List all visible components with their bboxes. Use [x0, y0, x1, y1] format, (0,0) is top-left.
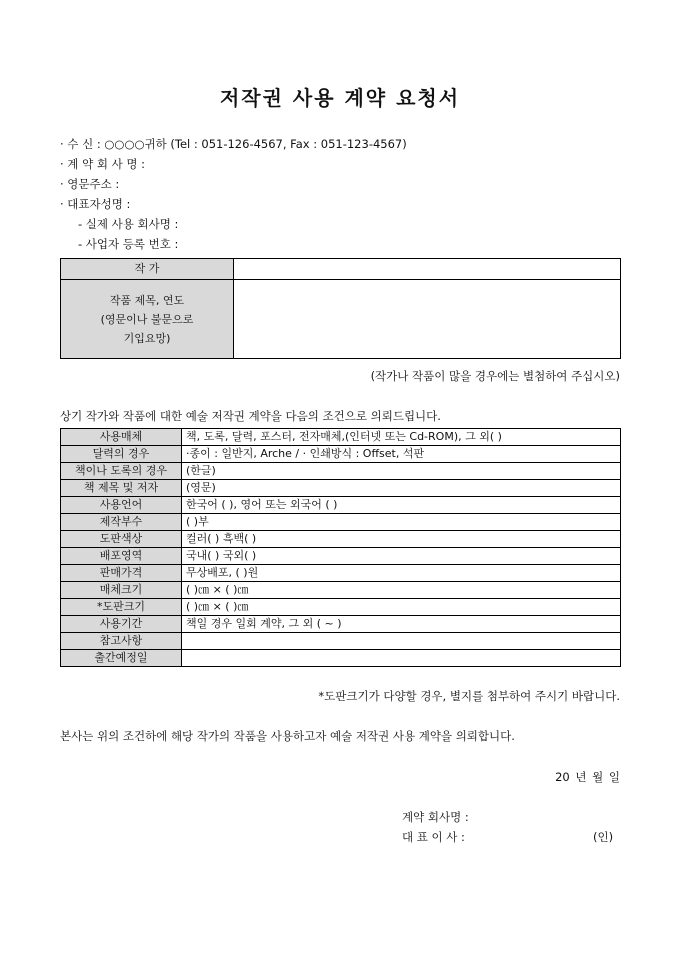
condition-value[interactable]: ( )부 [182, 514, 621, 531]
table-row [61, 531, 621, 548]
table-row [61, 480, 621, 497]
artist-table [60, 258, 621, 359]
condition-label: 출간예정일 [61, 650, 182, 667]
page-title: 저작권 사용 계약 요청서 [219, 86, 461, 110]
work-title-label-line1: 작품 제목, 연도 [109, 293, 185, 307]
condition-value[interactable]: 컬러( ) 흑백( ) [182, 531, 621, 548]
table-row [61, 565, 621, 582]
condition-label: 참고사항 [61, 633, 182, 650]
request-intro: 상기 작가와 작품에 대한 예술 저작권 계약을 다음의 조건으로 의뢰드립니다. [60, 409, 441, 423]
work-title-label [61, 280, 234, 359]
artist-label: 작 가 [61, 259, 234, 280]
table-row [61, 429, 621, 446]
actual-company-line: - 실제 사용 회사명 : [78, 217, 179, 231]
business-number-line: - 사업자 등록 번호 : [78, 237, 179, 251]
representative-line: · 대표자성명 : [60, 197, 131, 211]
condition-label: 사용매체 [61, 429, 182, 446]
table-row [61, 446, 621, 463]
image-size-note: *도판크기가 다양할 경우, 별지를 첨부하여 주시기 바랍니다. [318, 689, 620, 703]
work-title-value[interactable] [234, 280, 621, 359]
english-address-line: · 영문주소 : [60, 177, 120, 191]
condition-label: 책이나 도록의 경우 [61, 463, 182, 480]
table-row [61, 463, 621, 480]
table-row [61, 514, 621, 531]
condition-value[interactable] [182, 633, 621, 650]
condition-value[interactable]: 책일 경우 일회 계약, 그 외 ( ~ ) [182, 616, 621, 633]
closing-statement: 본사는 위의 조건하에 해당 작가의 작품을 사용하고자 예술 저작권 사용 계약을 의뢰합니다. [60, 729, 515, 743]
table-row [61, 650, 621, 667]
condition-label: 판매가격 [61, 565, 182, 582]
condition-value[interactable]: 한국어 ( ), 영어 또는 외국어 ( ) [182, 497, 621, 514]
condition-label: *도판크기 [61, 599, 182, 616]
company-name-line: · 계 약 회 사 명 : [60, 157, 146, 171]
table-row [61, 548, 621, 565]
table-row [61, 616, 621, 633]
condition-value[interactable]: (한글) [182, 463, 621, 480]
table-row [61, 582, 621, 599]
recipient-line: · 수 신 : ○○○○귀하 (Tel : 051-126-4567, Fax : 051-123-4567) [60, 137, 407, 151]
condition-value[interactable]: (영문) [182, 480, 621, 497]
condition-value[interactable]: ( )㎝ × ( )㎝ [182, 599, 621, 616]
work-title-label-line3: 기입요망) [123, 331, 171, 345]
condition-label: 달력의 경우 [61, 446, 182, 463]
condition-label: 매체크기 [61, 582, 182, 599]
condition-value[interactable] [182, 650, 621, 667]
condition-value[interactable]: 국내( ) 국외( ) [182, 548, 621, 565]
sign-company-label: 계약 회사명 : [402, 810, 469, 824]
work-title-label-line2: (영문이나 불문으로 [100, 312, 194, 326]
sign-ceo-label: 대 표 이 사 : [402, 830, 465, 844]
condition-label: 사용언어 [61, 497, 182, 514]
date-line: 20 년 월 일 [555, 770, 620, 784]
condition-value[interactable]: 책, 도록, 달력, 포스터, 전자매체,(인터넷 또는 Cd-ROM), 그 외( ) [182, 429, 621, 446]
condition-label: 책 제목 및 저자 [61, 480, 182, 497]
artist-value[interactable] [234, 259, 621, 280]
table-row [61, 497, 621, 514]
condition-value[interactable]: 무상배포, ( )원 [182, 565, 621, 582]
table-row [61, 633, 621, 650]
condition-label: 제작부수 [61, 514, 182, 531]
condition-label: 도판색상 [61, 531, 182, 548]
condition-label: 사용기간 [61, 616, 182, 633]
condition-value[interactable]: ·종이 : 일반지, Arche / · 인쇄방식 : Offset, 석판 [182, 446, 621, 463]
table-row [61, 599, 621, 616]
condition-label: 배포영역 [61, 548, 182, 565]
many-works-note: (작가나 작품이 많을 경우에는 별첨하여 주십시오) [370, 369, 620, 383]
seal-mark: (인) [593, 830, 614, 844]
condition-value[interactable]: ( )㎝ × ( )㎝ [182, 582, 621, 599]
conditions-table [60, 428, 621, 667]
